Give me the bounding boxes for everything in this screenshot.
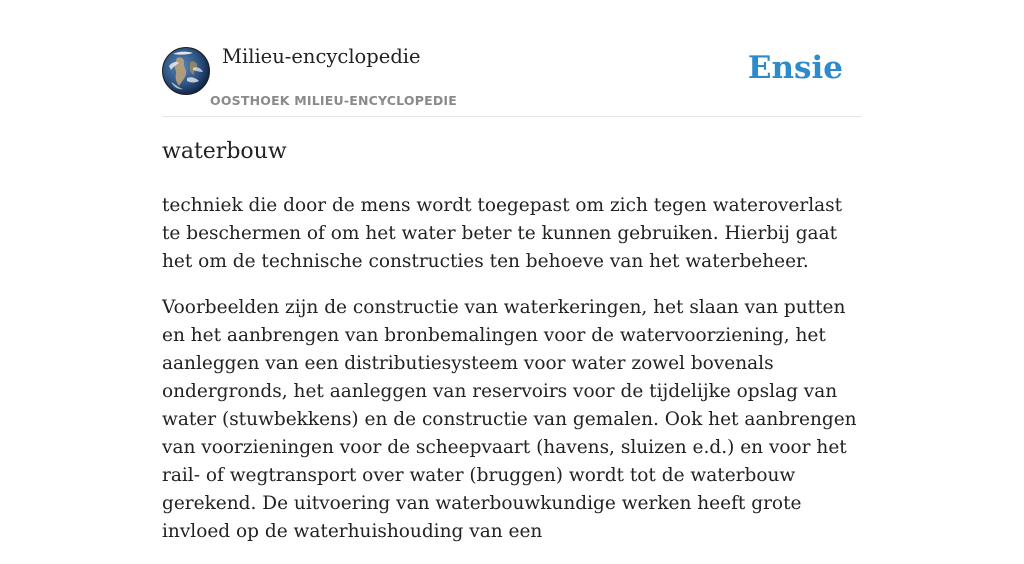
earth-globe-icon[interactable]	[162, 47, 210, 95]
entry-term-heading: waterbouw	[162, 139, 287, 164]
ensie-logo-link[interactable]: Ensie	[747, 50, 843, 86]
entry-body	[162, 192, 862, 564]
entry-paragraph: techniek die door de mens wordt toegepast om zich tegen wateroverlast te beschermen of om het water beter te kunnen gebruiken. Hierbij gaat het om de technische constructies ten behoeve van het waterbeheer.	[162, 195, 843, 272]
site-title[interactable]: Milieu-encyclopedie	[222, 45, 421, 68]
content-container	[162, 0, 862, 542]
site-subtitle[interactable]: OOSTHOEK MILIEU-ENCYCLOPEDIE	[210, 93, 457, 108]
entry-paragraph: Voorbeelden zijn de constructie van waterkeringen, het slaan van putten en het aanbrengen van bronbemalingen voor de watervoorziening, het aanleggen van een distributiesysteem voor water zowel bovenals ondergronds, het aanleggen van reservoirs voor de tijdelijke opslag van water (stuwbekkens) en de constructie van gemalen. Ook het aanbrengen van voorzieningen voor de scheepvaart (havens, sluizen e.d.) en voor het rail- of wegtransport over water (bruggen) wordt tot de waterbouw gerekend. De uitvoering van waterbouwkundige werken heeft grote invloed op de waterhuishouding van een	[162, 297, 857, 542]
site-header	[162, 0, 862, 117]
